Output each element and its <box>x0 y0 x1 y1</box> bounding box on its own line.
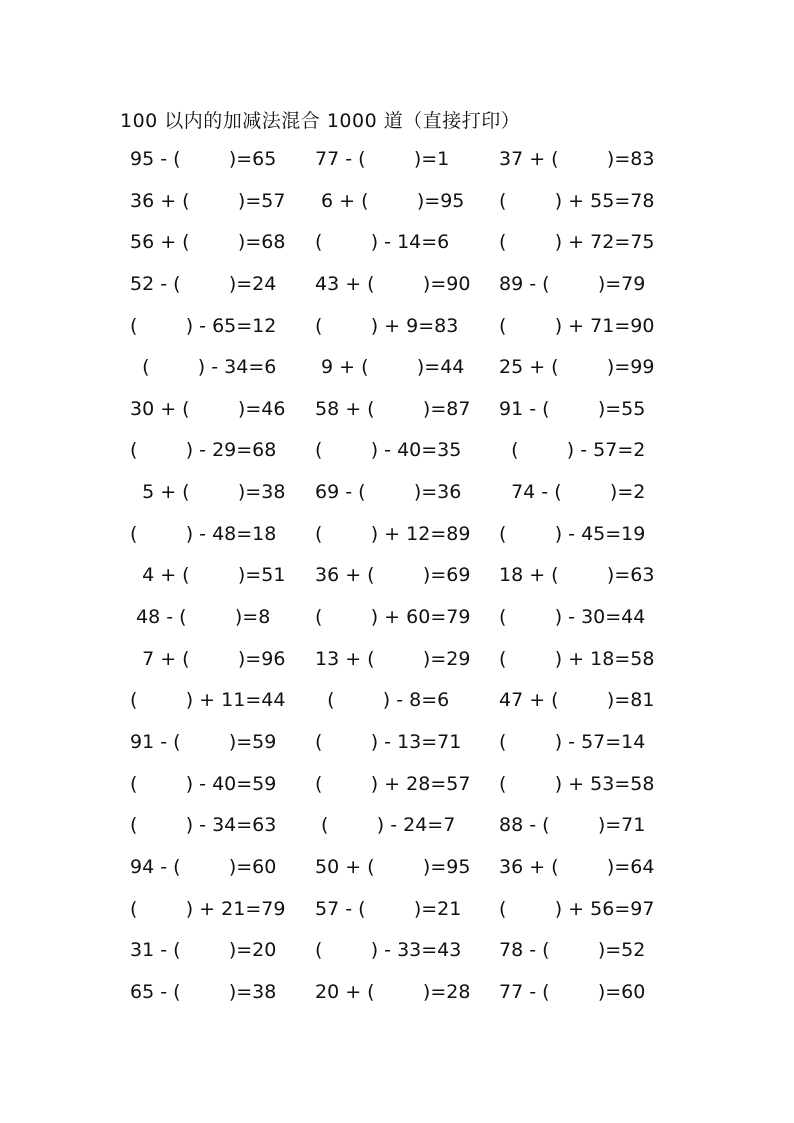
problem-row <box>0 347 794 389</box>
math-problem: 88 - ( )=71 <box>499 814 646 837</box>
math-problem: 30 + ( )=46 <box>130 397 286 420</box>
math-problem: 18 + ( )=63 <box>499 564 655 587</box>
problem-row <box>0 139 794 181</box>
math-problem: ( ) - 48=18 <box>130 522 277 545</box>
problem-row <box>0 472 794 514</box>
math-problem: 37 + ( )=83 <box>499 148 655 170</box>
math-problem: ( ) + 56=97 <box>499 897 655 920</box>
problem-row <box>0 555 794 597</box>
problem-row <box>0 430 794 472</box>
math-problem: 91 - ( )=59 <box>130 730 277 753</box>
math-problem: 47 + ( )=81 <box>499 689 655 712</box>
math-problem: 77 - ( )=1 <box>315 148 450 170</box>
math-problem: 56 + ( )=68 <box>130 231 286 254</box>
math-problem: 4 + ( )=51 <box>130 564 286 587</box>
math-problem: ( ) - 34=6 <box>130 356 277 379</box>
math-problem: ( ) + 60=79 <box>315 606 471 629</box>
math-problem: ( ) - 33=43 <box>315 939 462 962</box>
problem-row <box>0 847 794 889</box>
problem-row <box>0 764 794 806</box>
math-problem: ( ) + 28=57 <box>315 772 471 795</box>
problem-row <box>0 514 794 556</box>
math-problem: ( ) + 21=79 <box>130 897 286 920</box>
problem-row <box>0 389 794 431</box>
math-problem: ( ) + 12=89 <box>315 522 471 545</box>
problem-grid <box>0 139 794 1013</box>
math-problem: ( ) - 40=35 <box>315 439 462 462</box>
math-problem: 20 + ( )=28 <box>315 980 471 1003</box>
math-problem: ( ) - 34=63 <box>130 814 277 837</box>
problem-row <box>0 889 794 931</box>
math-problem: 94 - ( )=60 <box>130 855 277 878</box>
math-problem: ( ) - 24=7 <box>315 814 456 837</box>
problem-row <box>0 930 794 972</box>
math-problem: ( ) + 55=78 <box>499 189 655 212</box>
problem-row <box>0 680 794 722</box>
math-problem: ( ) - 57=2 <box>499 439 646 462</box>
math-problem: 57 - ( )=21 <box>315 897 462 920</box>
problem-row <box>0 805 794 847</box>
math-problem: 9 + ( )=44 <box>315 356 465 379</box>
problem-row <box>0 181 794 223</box>
problem-row <box>0 264 794 306</box>
math-problem: ( ) + 72=75 <box>499 231 655 254</box>
math-problem: ( ) - 8=6 <box>315 689 450 712</box>
problem-row <box>0 722 794 764</box>
math-problem: 7 + ( )=96 <box>130 647 286 670</box>
math-problem: 77 - ( )=60 <box>499 980 646 1003</box>
math-problem: 52 - ( )=24 <box>130 272 277 295</box>
math-problem: 95 - ( )=65 <box>130 148 277 170</box>
math-problem: 48 - ( )=8 <box>130 606 271 629</box>
problem-row <box>0 597 794 639</box>
math-problem: ( ) + 71=90 <box>499 314 655 337</box>
math-problem: 78 - ( )=52 <box>499 939 646 962</box>
math-problem: 31 - ( )=20 <box>130 939 277 962</box>
math-problem: ( ) - 30=44 <box>499 606 646 629</box>
math-problem: ( ) - 13=71 <box>315 730 462 753</box>
math-problem: 69 - ( )=36 <box>315 481 462 504</box>
math-problem: 36 + ( )=57 <box>130 189 286 212</box>
math-problem: 58 + ( )=87 <box>315 397 471 420</box>
math-problem: 89 - ( )=79 <box>499 272 646 295</box>
problem-row <box>0 222 794 264</box>
math-problem: ( ) + 18=58 <box>499 647 655 670</box>
math-problem: ( ) + 11=44 <box>130 689 286 712</box>
math-problem: 91 - ( )=55 <box>499 397 646 420</box>
math-problem: ( ) - 29=68 <box>130 439 277 462</box>
problem-row <box>0 306 794 348</box>
math-problem: 50 + ( )=95 <box>315 855 471 878</box>
math-problem: ( ) - 45=19 <box>499 522 646 545</box>
math-problem: ( ) + 9=83 <box>315 314 459 337</box>
math-problem: 6 + ( )=95 <box>315 189 465 212</box>
worksheet-title: 100 以内的加减法混合 1000 道（直接打印） <box>120 110 521 132</box>
math-problem: 25 + ( )=99 <box>499 356 655 379</box>
math-problem: 74 - ( )=2 <box>499 481 646 504</box>
math-problem: 36 + ( )=69 <box>315 564 471 587</box>
math-problem: ( ) - 14=6 <box>315 231 450 254</box>
math-problem: 13 + ( )=29 <box>315 647 471 670</box>
problem-row <box>0 639 794 681</box>
problem-row <box>0 972 794 1014</box>
math-problem: ( ) + 53=58 <box>499 772 655 795</box>
math-problem: ( ) - 65=12 <box>130 314 277 337</box>
math-problem: 36 + ( )=64 <box>499 855 655 878</box>
math-problem: ( ) - 57=14 <box>499 730 646 753</box>
math-problem: 65 - ( )=38 <box>130 980 277 1003</box>
math-problem: 5 + ( )=38 <box>130 481 286 504</box>
math-problem: ( ) - 40=59 <box>130 772 277 795</box>
math-problem: 43 + ( )=90 <box>315 272 471 295</box>
